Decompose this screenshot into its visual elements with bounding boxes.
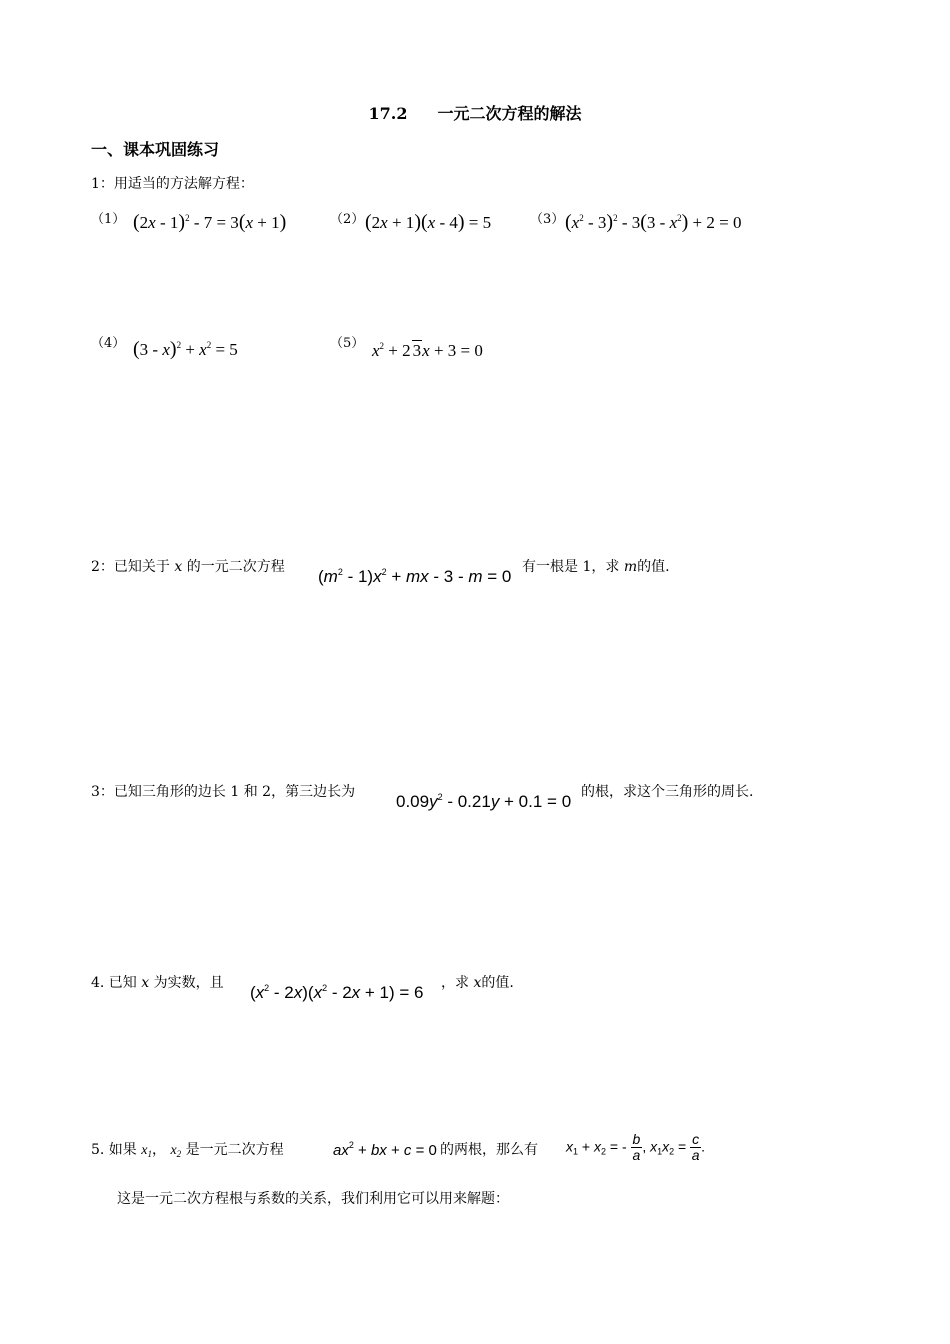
equation-q5: $ax^2$ + bx + c = 0: [333, 1140, 437, 1159]
question-4-suffix: ，求 x的值.: [441, 975, 514, 991]
question-5-line2: 这是一元二次方程根与系数的关系，我们利用它可以用来解题：: [117, 1191, 509, 1207]
equation-q4: $(x^2 - 2x)(x^2 - 2x + 1) = 6$: [250, 983, 424, 1002]
question-1-label: 1：用适当的方法解方程：: [91, 176, 254, 192]
part-2-label: （2）: [330, 212, 365, 227]
question-5: 5. 如果 $x_1$， $x_2$ 是一元二次方程: [91, 1142, 284, 1159]
vieta-formula: $x_1 + x_2$ = - $\frac{b}{a}$ , $x_1x_2$ = $\frac{c}{a}$ .: [566, 1131, 705, 1164]
equation-3: $(x^2 - 3)^2 - 3(3 - x^2) + 2 = 0$: [565, 211, 742, 233]
equation-q3: $0.09y^2 - 0.21y + 0.1 = 0$: [396, 792, 572, 811]
part-4-label: （4）: [91, 336, 126, 351]
section-heading: 一、课本巩固练习: [91, 140, 220, 159]
title-text: 一元二次方程的解法: [437, 104, 582, 123]
equation-4: $(3 - x)^2 + x^2 = 5$: [133, 338, 238, 360]
part-3-label: （3）: [530, 212, 565, 227]
question-2-suffix: 有一根是 1，求 m的值.: [522, 559, 670, 575]
question-4: 4. 已知 x 为实数，且: [91, 975, 224, 991]
question-2: 2：已知关于 x 的一元二次方程: [91, 559, 285, 575]
part-5-label: （5）: [330, 336, 365, 351]
question-3-suffix: 的根，求这个三角形的周长.: [581, 784, 754, 800]
equation-5: $x^2 + 2$ 3x + 3 = 0: [372, 341, 483, 360]
question-3: 3：已知三角形的边长 1 和 2，第三边长为: [91, 784, 356, 800]
page-title: [0, 101, 950, 124]
equation-1: (2x - 1)$^2$ - 7 = 3(x + 1): [133, 211, 287, 233]
part-1-label: （1）: [91, 212, 126, 227]
section-number: 17.2: [368, 104, 408, 123]
question-5-mid: 的两根，那么有: [440, 1142, 538, 1158]
equation-q2: $(m^2 - 1)x^2$ + mx - 3 - m = 0: [318, 567, 512, 586]
equation-2: (2x + 1)(x - 4) = 5: [365, 211, 492, 233]
